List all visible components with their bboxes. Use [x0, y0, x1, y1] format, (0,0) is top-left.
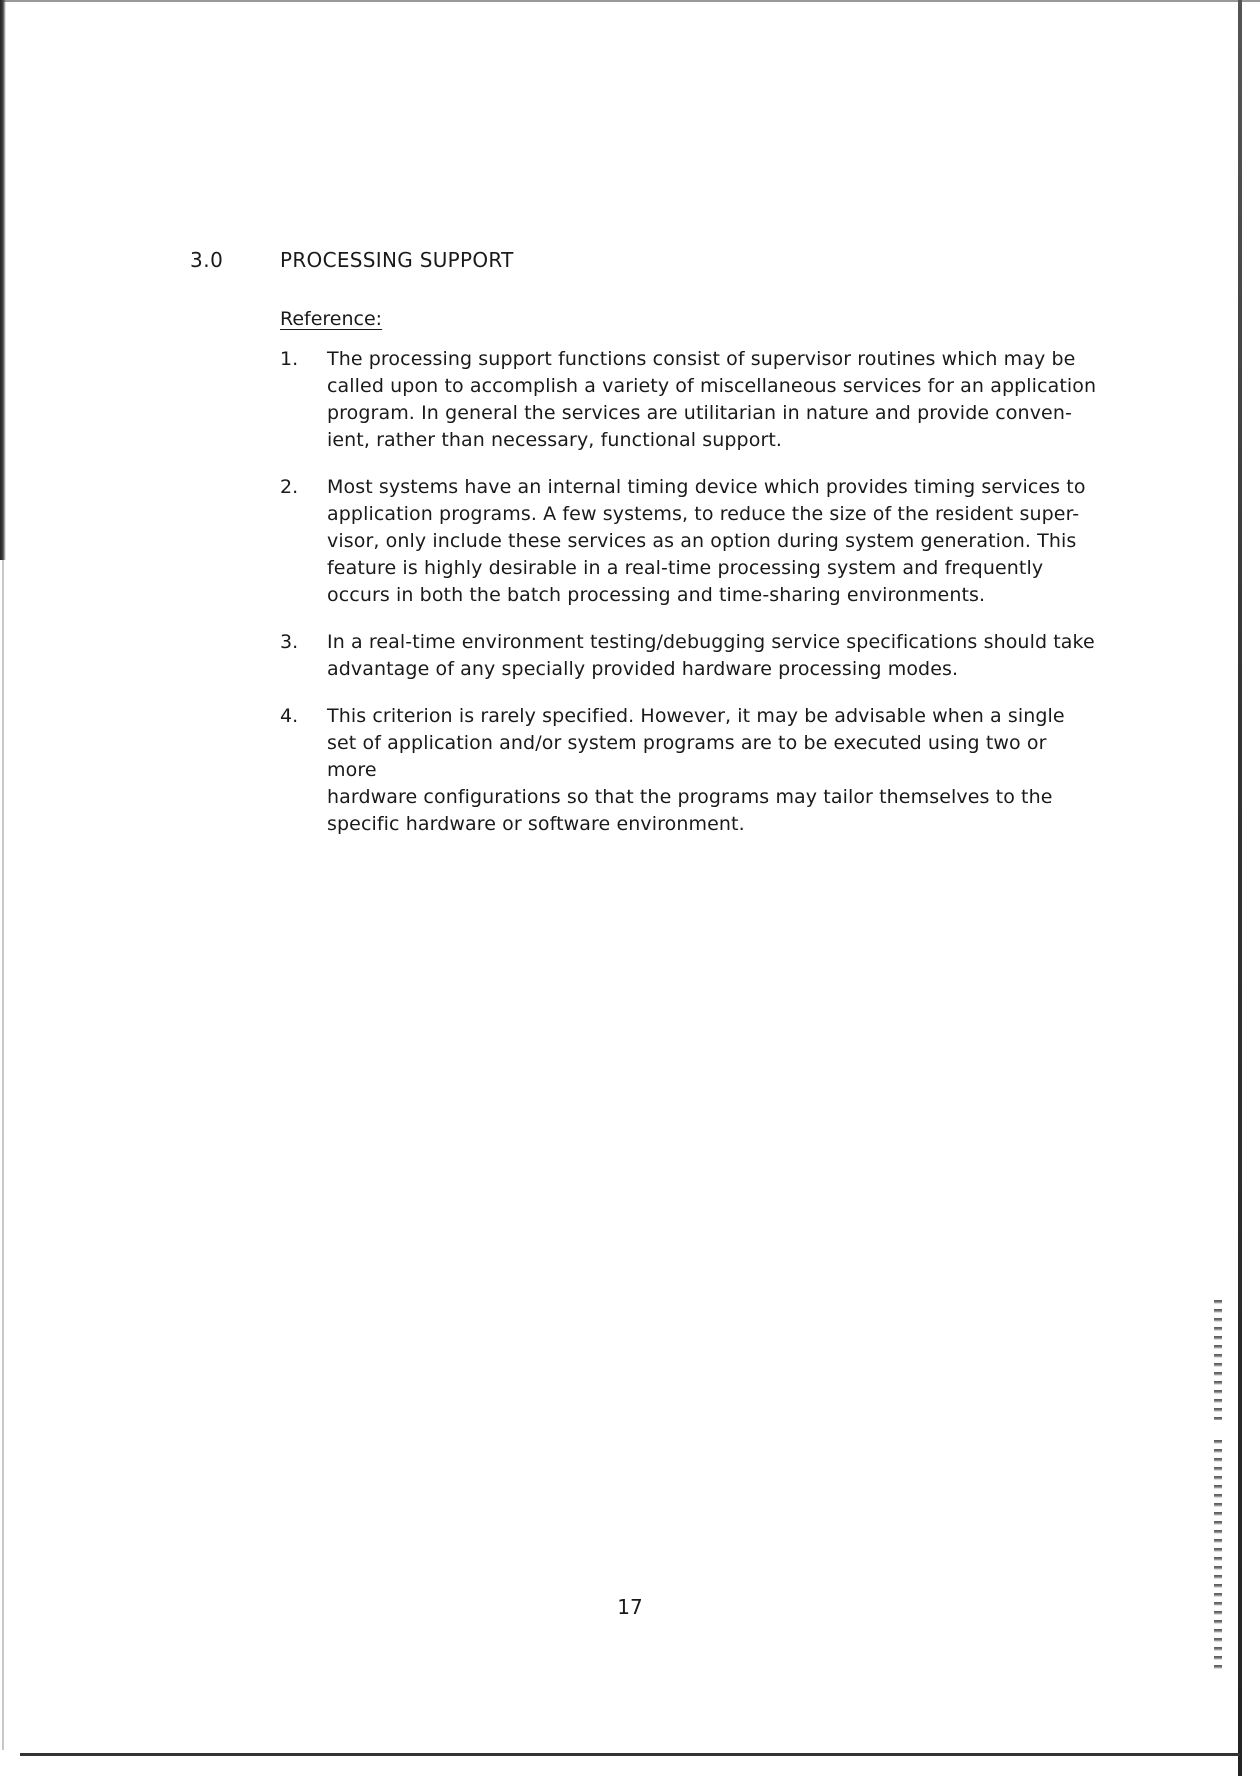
- item-text: In a real-time environment testing/debugging service specifications should take advantage of any specially provided hardware processing modes.: [327, 631, 1095, 680]
- item-number: 2.: [280, 476, 299, 498]
- list-item: [280, 703, 1100, 838]
- item-number: 3.: [280, 631, 299, 653]
- page-number: 17: [617, 1595, 643, 1619]
- scan-speckle-lower: [1214, 1440, 1222, 1670]
- item-text: The processing support functions consist of supervisor routines which may be called upon to accomplish a variety of miscellaneous services for an application program. In general the services are utilitarian in nature and provide conven- ient, rather than necessary, functional support.: [327, 348, 1097, 451]
- reference-list: [280, 346, 1100, 858]
- section-title: PROCESSING SUPPORT: [280, 248, 514, 272]
- list-item: [280, 474, 1100, 609]
- list-item: [280, 629, 1100, 683]
- scan-edge-left-thin: [2, 560, 4, 1750]
- item-text: This criterion is rarely specified. However, it may be advisable when a single set of application and/or system programs are to be executed using two or more hardware configurations so that the programs may tailor themselves to the specific hardware or software environment.: [327, 705, 1065, 835]
- scan-edge-top: [0, 0, 1260, 2]
- scan-edge-bottom: [20, 1753, 1240, 1756]
- item-number: 4.: [280, 705, 299, 727]
- scan-edge-right: [1238, 0, 1242, 1776]
- section-number: 3.0: [190, 248, 224, 272]
- reference-label: Reference:: [280, 308, 383, 330]
- scan-speckle-upper: [1214, 1300, 1222, 1420]
- item-text: Most systems have an internal timing device which provides timing services to application programs. A few systems, to reduce the size of the resident super- visor, only include these services as an option during system generation. This feature is highly desirable in a real-time processing system and frequently occurs in both the batch processing and time-sharing environments.: [327, 476, 1086, 606]
- scan-edge-left: [0, 0, 6, 560]
- list-item: [280, 346, 1100, 454]
- item-number: 1.: [280, 348, 299, 370]
